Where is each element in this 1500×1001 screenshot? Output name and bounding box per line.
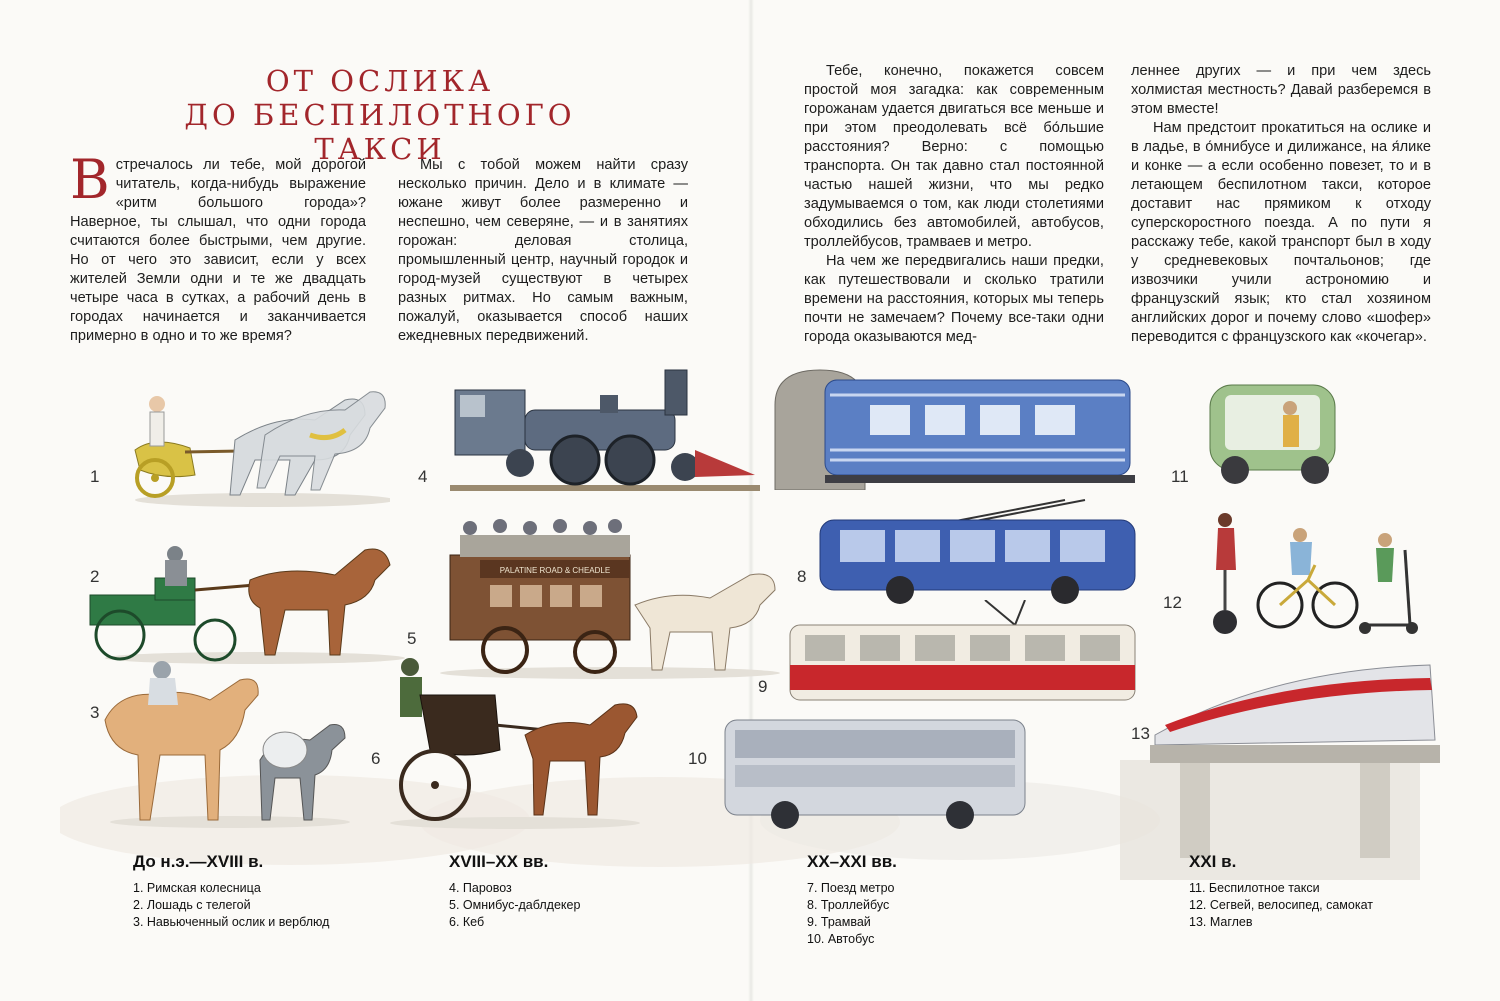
cab-illustration <box>385 655 650 830</box>
illustration-number-4: 4 <box>418 467 428 486</box>
illustration-number-1: 1 <box>90 467 100 486</box>
paragraph-journey: Нам предстоит прокатиться на ослике и в ладье, в о́мнибусе и дилижансе, на я́лике и конке — а если особенно повезет, то и в летающем беспилотном такси, которое доставит нас прямиком к отходу суперскоростного поезда. А по пути я расскажу тебе, какой транспорт был в ходу у средневековых почтальонов; где извозчики учили астрономию и французский язык; кто стал хозяином английских дорог и почему слово «шофер» переводится с французского как «кочегар». <box>1131 120 1431 345</box>
era-item: 5. Омнибус-даблдекер <box>449 898 581 912</box>
era-list-4 <box>1189 880 1373 931</box>
text-column-3 <box>804 62 1104 347</box>
bus-illustration <box>720 715 1030 830</box>
steam-locomotive-illustration <box>450 365 760 495</box>
era-list-2 <box>449 880 580 931</box>
page-title-line-1: ОТ ОСЛИКА <box>265 64 495 98</box>
illustration-number-9: 9 <box>758 677 768 696</box>
paragraph-hills: леннее других — и при чем здесь холмистая местность? Давай разберемся в этом вместе! <box>1131 63 1431 117</box>
era-item: 10. Автобус <box>807 932 875 946</box>
era-item: 12. Сегвей, велосипед, самокат <box>1189 898 1374 912</box>
paragraph-ancestors: На чем же передвигались наши предки, как путешествовали и сколько тратили времени на расстояния, которых мы теперь почти не замечаем? Почему все-таки одни города оказываются мед- <box>804 253 1104 345</box>
era-heading-3: XX–XXI вв. <box>807 852 897 871</box>
era-item: 1. Римская колесница <box>133 881 261 895</box>
camel-donkey-illustration <box>100 660 360 830</box>
era-item: 3. Навьюченный ослик и верблюд <box>133 915 330 929</box>
driverless-taxi-illustration <box>1205 380 1340 495</box>
trolleybus-illustration <box>815 495 1140 615</box>
era-item: 2. Лошадь с телегой <box>133 898 251 912</box>
paragraph-reasons: Мы с тобой можем найти сразу несколько причин. Дело и в климате — южане живут более размеренно и неспешно, чем северяне, — и в занятиях горожан: деловая столица, промышленный центр, научный городок и город-музей существуют в четырех разных ритмах. Но самым важным, пожалуй, оказывается способ наших ежедневных передвижений. <box>398 157 688 344</box>
drop-cap: В <box>70 148 110 211</box>
era-item: 11. Беспилотное такси <box>1189 881 1320 895</box>
subway-train-illustration <box>770 365 1140 490</box>
segway-bike-scooter-illustration <box>1190 510 1430 640</box>
page-title-line-2: ДО БЕСПИЛОТНОГО ТАКСИ <box>184 98 576 166</box>
text-column-4 <box>1131 62 1431 347</box>
roman-chariot-illustration <box>115 380 390 510</box>
maglev-illustration <box>1150 650 1440 860</box>
era-item: 4. Паровоз <box>449 881 512 895</box>
horse-cart-illustration <box>85 540 405 665</box>
text-column-2 <box>398 156 688 346</box>
era-item: 9. Трамвай <box>807 915 871 929</box>
illustration-number-5: 5 <box>407 629 417 648</box>
illustration-number-12: 12 <box>1163 593 1182 612</box>
illustration-number-2: 2 <box>90 567 100 586</box>
tram-illustration <box>785 600 1140 710</box>
paragraph-riddle: Тебе, конечно, покажется совсем простой моя загадка: как современным горожанам удается двигаться все меньше и при этом преодолевать всё бо́льшие расстояния? Верно: с помощью транспорта. Он так давно стал постоянной частью нашей жизни, что мы редко задумываемся о том, как люди столетиями обходились без автомобилей, автобусов, троллейбусов, трамваев и метро. <box>804 63 1104 250</box>
paragraph-intro: стречалось ли тебе, мой дорогой читатель, когда-нибудь выражение «ритм большого города»? Наверное, ты слышал, что одни города считаются более быстрыми, чем другие. Но от чего это зависит, если у всех жителей Земли одни и те же двадцать четыре часа в сутках, а рабочий день в городах начинается и заканчивается примерно в одно и то же время? <box>70 157 366 344</box>
illustration-number-8: 8 <box>797 567 807 586</box>
era-heading-2: XVIII–XX вв. <box>449 852 549 871</box>
era-item: 7. Поезд метро <box>807 881 895 895</box>
era-item: 13. Маглев <box>1189 915 1253 929</box>
illustration-number-13: 13 <box>1131 724 1150 743</box>
illustration-number-10: 10 <box>688 749 707 768</box>
era-list-3 <box>807 880 895 948</box>
omnibus-sign: PALATINE ROAD & CHEADLE <box>499 566 611 575</box>
illustration-number-6: 6 <box>371 749 381 768</box>
text-column-1 <box>70 148 366 346</box>
illustration-number-11: 11 <box>1171 467 1189 486</box>
era-item: 6. Кеб <box>449 915 485 929</box>
era-heading-4: XXI в. <box>1189 852 1237 871</box>
era-heading-1: До н.э.—XVIII в. <box>133 852 264 871</box>
era-item: 8. Троллейбус <box>807 898 890 912</box>
era-list-1 <box>133 880 329 931</box>
illustration-number-3: 3 <box>90 703 100 722</box>
